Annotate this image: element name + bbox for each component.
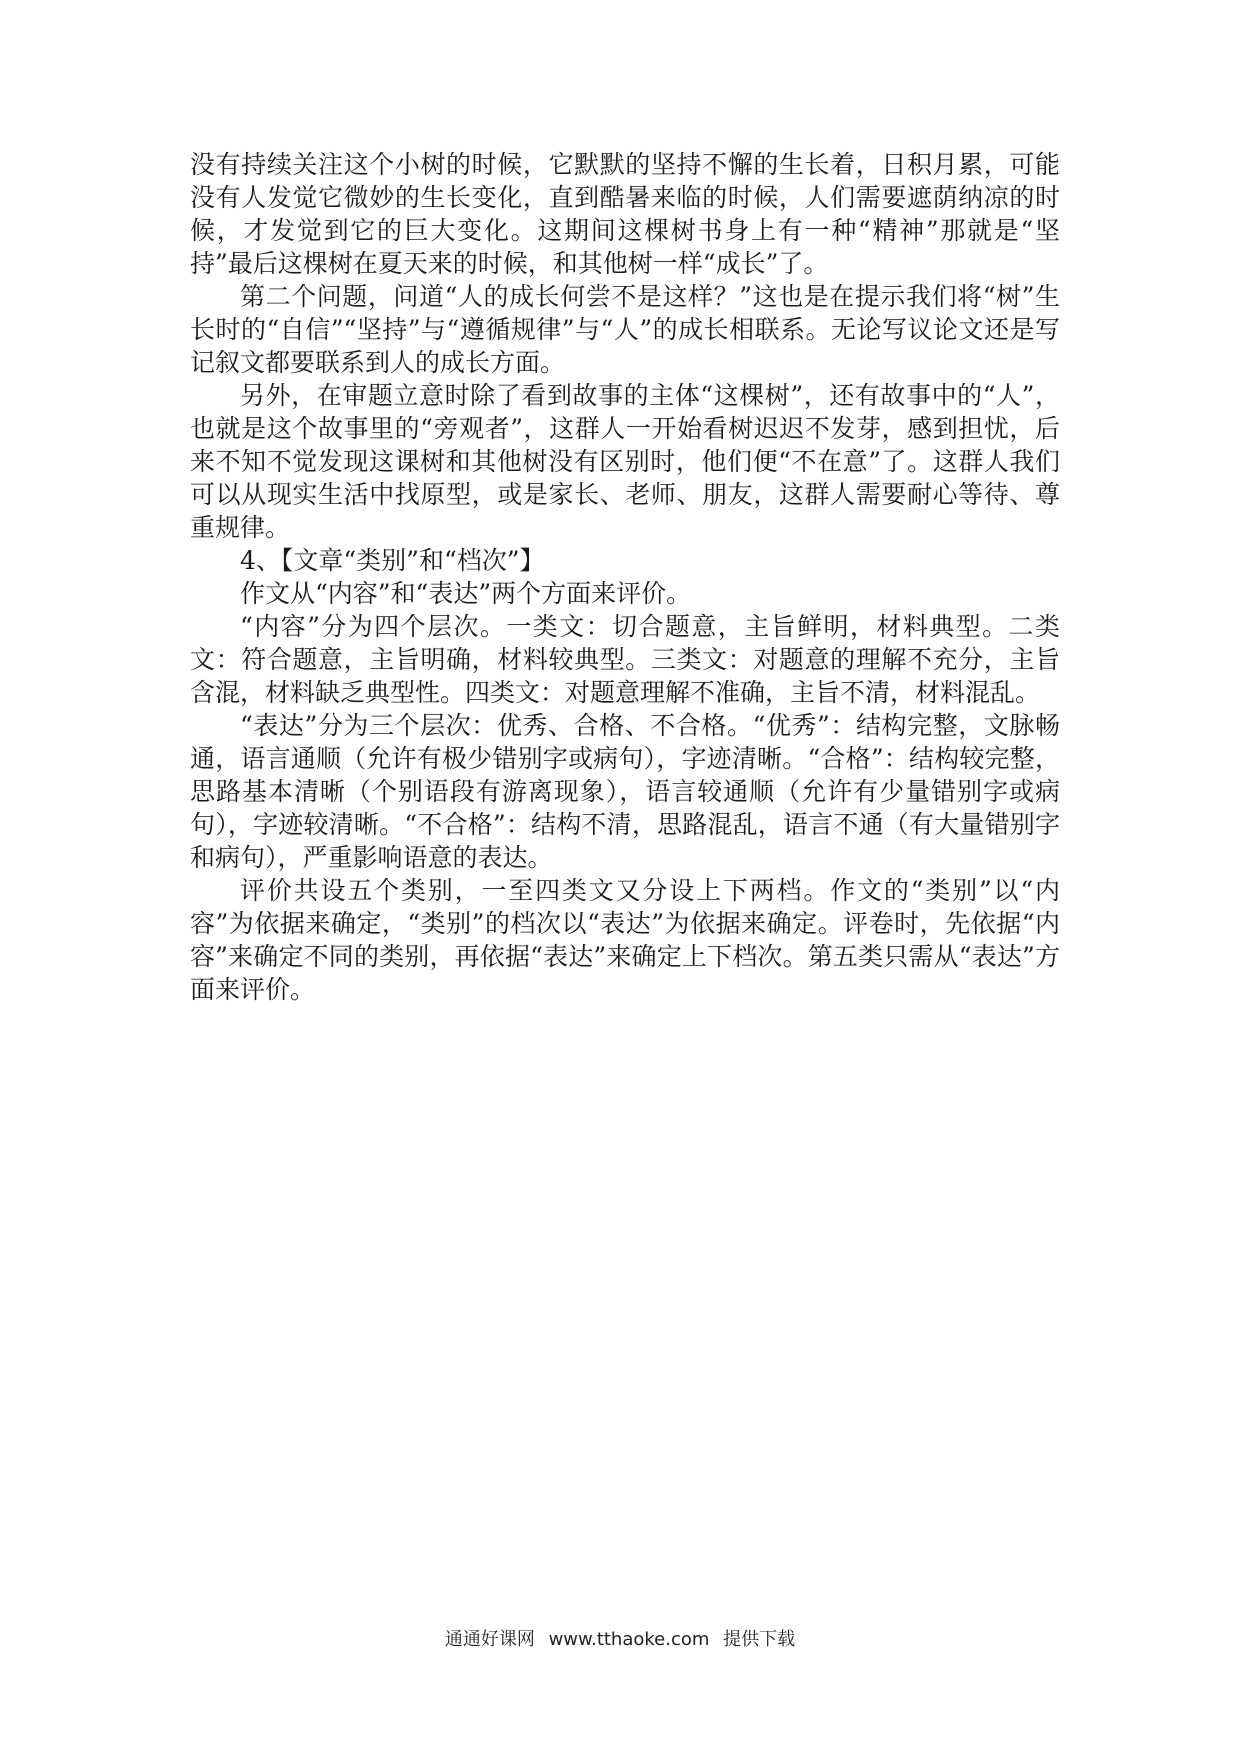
- section-heading-category-grade: 4、【文章“类别”和“档次”】: [240, 546, 545, 575]
- paragraph-continuation: 没有持续关注这个小树的时候，它默默的坚持不懈的生长着，日积月累，可能没有人发觉它微妙的生长变化，直到酷暑来临的时候，人们需要遮荫纳凉的时候，才发觉到它的巨大变化。这期间这棵树书身上有一种“精神”那就是“坚持”最后这棵树在夏天来的时候，和其他树一样“成长”了。: [190, 150, 1060, 278]
- paragraph-second-question: 第二个问题，问道“人的成长何尝不是这样？”这也是在提示我们将“树”生长时的“自信”“坚持”与“遵循规律”与“人”的成长相联系。无论写议论文还是写记叙文都要联系到人的成长方面。: [190, 282, 1060, 377]
- paragraph-evaluation-categories: 评价共设五个类别，一至四类文又分设上下两档。作文的“类别”以“内容”为依据来确定，“类别”的档次以“表达”为依据来确定。评卷时，先依据“内容”来确定不同的类别，再依据“表达”来确定上下档次。第五类只需从“表达”方面来评价。: [190, 876, 1060, 1004]
- paragraph-expression-levels: “表达”分为三个层次：优秀、合格、不合格。“优秀”：结构完整，文脉畅通，语言通顺（允许有极少错别字或病句），字迹清晰。“合格”：结构较完整，思路基本清晰（个别语段有游离现象），语言较通顺（允许有少量错别字或病句），字迹较清晰。“不合格”：结构不清，思路混乱，语言不通（有大量错别字和病句），严重影响语意的表达。: [190, 711, 1060, 872]
- page-footer: [0, 1625, 1240, 1651]
- paragraph-content-levels: “内容”分为四个层次。一类文：切合题意，主旨鲜明，材料典型。二类文：符合题意，主旨明确，材料较典型。三类文：对题意的理解不充分，主旨含混，材料缺乏典型性。四类文：对题意理解不准确，主旨不清，材料混乱。: [190, 612, 1060, 707]
- footer-site-name: 通通好课网: [444, 1629, 535, 1650]
- document-body: [190, 148, 1060, 1006]
- footer-url[interactable]: www.tthaoke.com: [548, 1629, 710, 1650]
- paragraph-evaluation-intro: 作文从“内容”和“表达”两个方面来评价。: [240, 579, 692, 608]
- footer-suffix: 提供下载: [723, 1629, 796, 1650]
- paragraph-bystanders: 另外，在审题立意时除了看到故事的主体“这棵树”，还有故事中的“人”，也就是这个故事里的“旁观者”，这群人一开始看树迟迟不发芽，感到担忧，后来不知不觉发现这课树和其他树没有区别时，他们便“不在意”了。这群人我们可以从现实生活中找原型，或是家长、老师、朋友，这群人需要耐心等待、尊重规律。: [190, 381, 1060, 542]
